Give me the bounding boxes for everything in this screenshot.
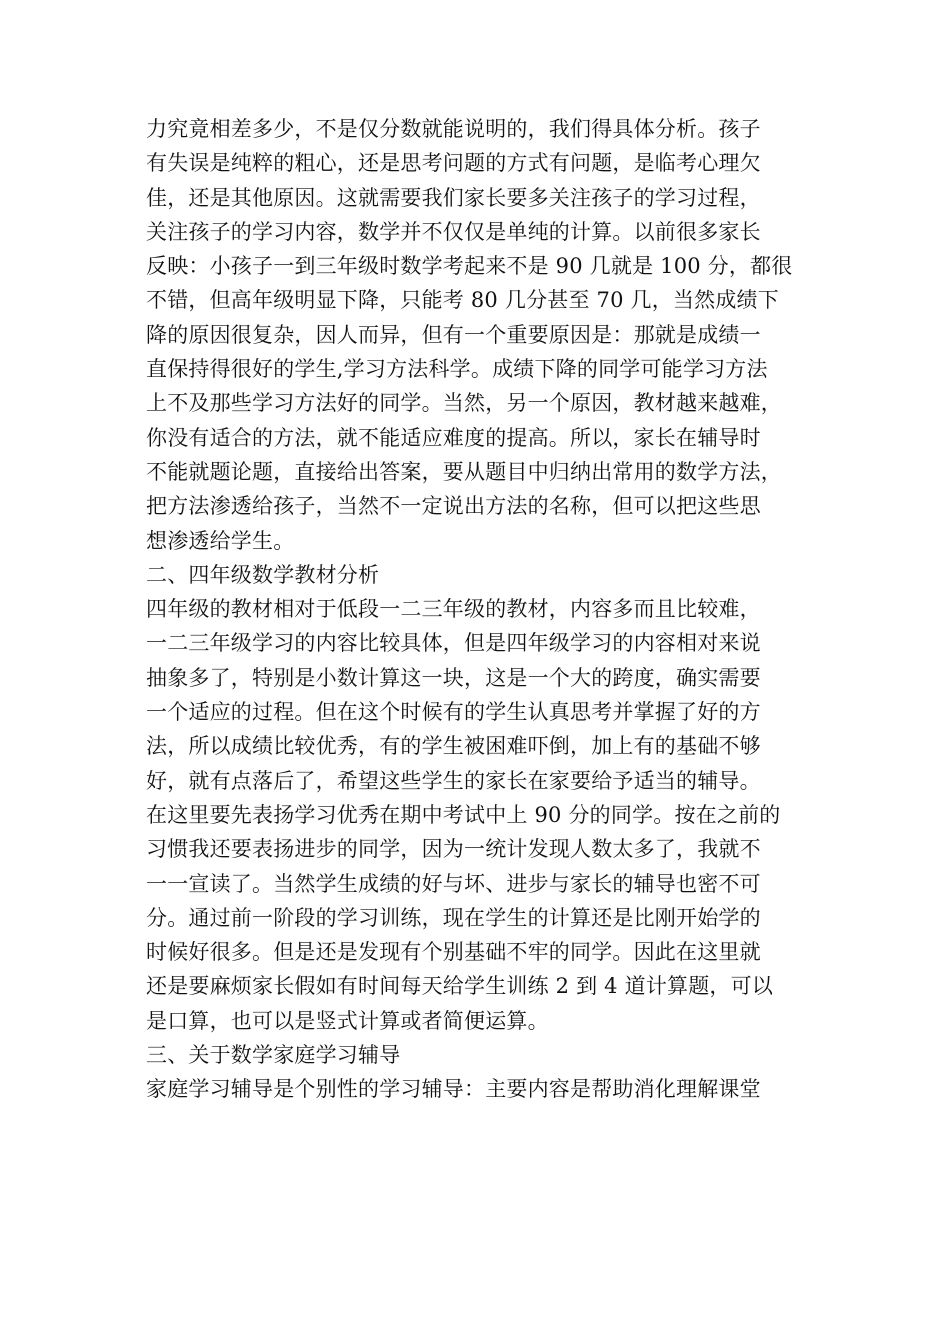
text-line: 力究竟相差多少，不是仅分数就能说明的，我们得具体分析。孩子 <box>146 117 761 141</box>
text-line: 分。通过前一阶段的学习训练，现在学生的计算还是比刚开始学的 <box>146 905 761 930</box>
text-line: 时候好很多。但是还是发现有个别基础不牢的同学。因此在这里就 <box>146 940 761 965</box>
text-line: 习惯我还要表扬进步的同学，因为一统计发现人数太多了，我就不 <box>146 837 761 862</box>
text-line: 直保持得很好的学生,学习方法科学。成绩下降的同学可能学习方法 <box>146 357 768 382</box>
text-line: 家庭学习辅导是个别性的学习辅导：主要内容是帮助消化理解课堂 <box>146 1077 761 1102</box>
text-line: 好，就有点落后了，希望这些学生的家长在家要给予适当的辅导。 <box>146 768 761 793</box>
text-line: 法，所以成绩比较优秀，有的学生被困难吓倒，加上有的基础不够 <box>146 734 761 759</box>
text-line: 抽象多了，特别是小数计算这一块，这是一个大的跨度，确实需要 <box>146 665 761 690</box>
text-line: 不能就题论题，直接给出答案，要从题目中归纳出常用的数学方法， <box>146 459 782 484</box>
text-line: 四年级的教材相对于低段一二三年级的教材，内容多而且比较难， <box>146 597 761 622</box>
text-line: 一二三年级学习的内容比较具体，但是四年级学习的内容相对来说 <box>146 631 761 656</box>
text-line: 你没有适合的方法，就不能适应难度的提高。所以，家长在辅导时 <box>146 425 761 450</box>
text-line: 把方法渗透给孩子，当然不一定说出方法的名称，但可以把这些思 <box>146 494 761 519</box>
text-line: 一一宣读了。当然学生成绩的好与坏、进步与家长的辅导也密不可 <box>146 871 761 896</box>
text-line: 想渗透给学生。 <box>146 528 295 553</box>
text-line: 有失误是纯粹的粗心，还是思考问题的方式有问题，是临考心理欠 <box>146 151 761 176</box>
text-line: 关注孩子的学习内容，数学并不仅仅是单纯的计算。以前很多家长 <box>146 219 761 244</box>
text-line: 佳，还是其他原因。这就需要我们家长要多关注孩子的学习过程， <box>146 185 761 210</box>
body-text <box>146 112 806 1107</box>
section-heading: 三、关于数学家庭学习辅导 <box>146 1043 401 1068</box>
text-line: 一个适应的过程。但在这个时候有的学生认真思考并掌握了好的方 <box>146 700 761 725</box>
text-line: 上不及那些学习方法好的同学。当然，另一个原因，教材越来越难， <box>146 391 782 416</box>
section-heading: 二、四年级数学教材分析 <box>146 562 380 587</box>
text-line: 在这里要先表扬学习优秀在期中考试中上 90 分的同学。按在之前的 <box>146 802 781 827</box>
text-line: 降的原因很复杂，因人而异，但有一个重要原因是：那就是成绩一 <box>146 322 761 347</box>
text-line: 反映：小孩子一到三年级时数学考起来不是 90 几就是 100 分，都很 <box>146 254 793 279</box>
text-line: 是口算，也可以是竖式计算或者简便运算。 <box>146 1008 549 1033</box>
text-line: 还是要麻烦家长假如有时间每天给学生训练 2 到 4 道计算题，可以 <box>146 974 774 999</box>
text-line: 不错，但高年级明显下降，只能考 80 几分甚至 70 几，当然成绩下 <box>146 288 779 313</box>
